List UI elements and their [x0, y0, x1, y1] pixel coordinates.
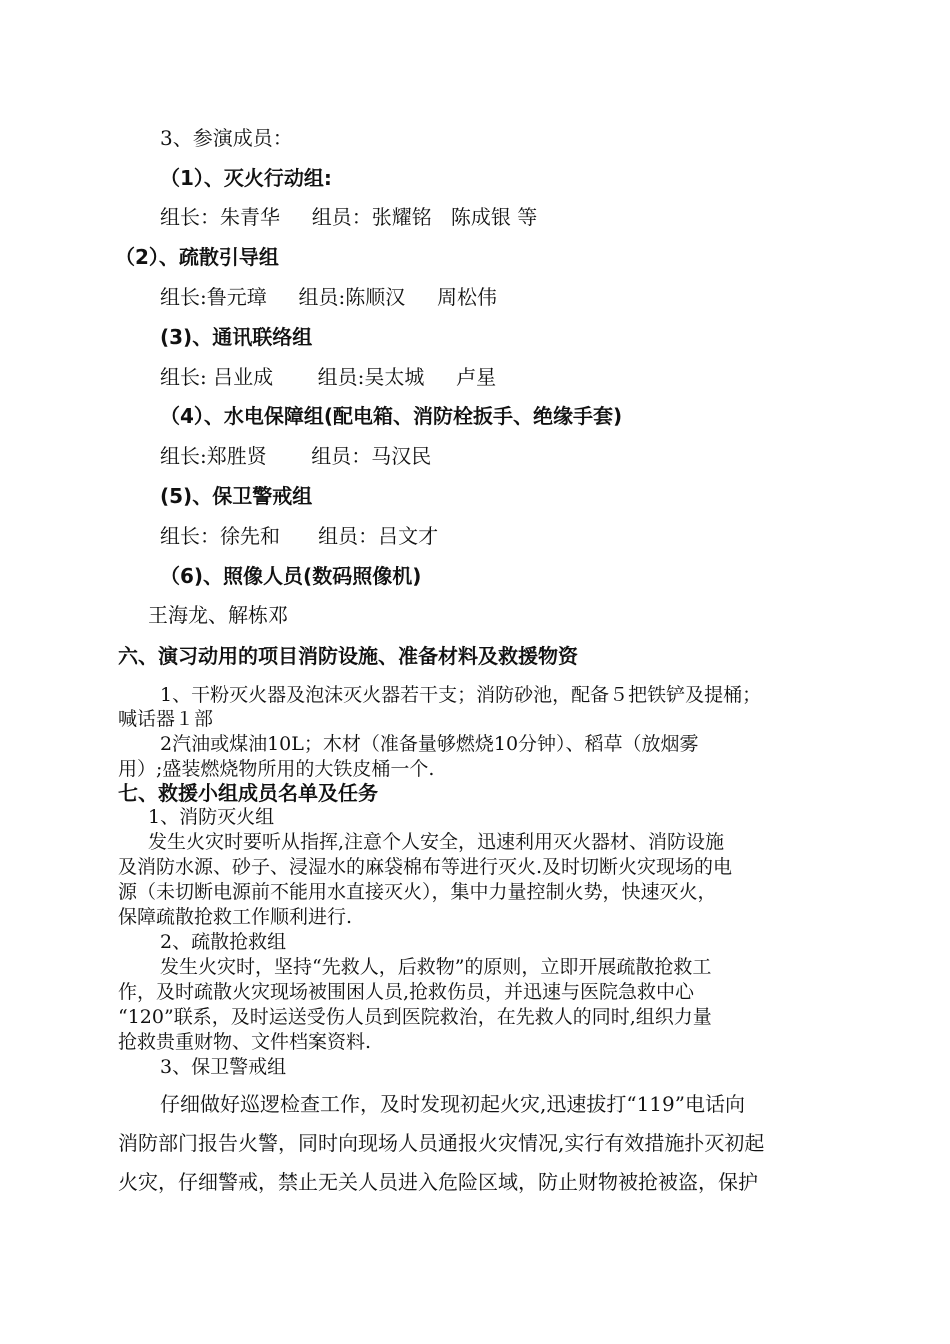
section-6-line-2: 喊话器１部 — [118, 708, 214, 730]
guard-group-line-1: 仔细做好巡逻检查工作，及时发现初起火灾,迅速拔打“119”电话向 — [160, 1092, 745, 1116]
group-6-members: 王海龙、解栋邓 — [148, 603, 288, 627]
fire-group-title: 1、消防灭火组 — [148, 806, 275, 828]
evac-group-line-3: “120”联系，及时运送受伤人员到医院救治，在先救人的同时,组织力量 — [118, 1006, 712, 1028]
section-6-line-1: 1、干粉灭火器及泡沫灭火器若干支；消防砂池，配备５把铁铲及提桶； — [160, 684, 762, 706]
group-6-title: （6)、照像人员(数码照像机) — [160, 564, 422, 588]
group-3-members: 组长: 吕业成 组员:吴太城 卢星 — [160, 365, 497, 389]
evac-group-title: 2、疏散抢救组 — [160, 931, 287, 953]
group-5-members: 组长：徐先和 组员：吕文才 — [160, 524, 439, 548]
fire-group-line-2: 及消防水源、砂子、浸湿水的麻袋棉布等进行灭火.及时切断火灾现场的电 — [118, 856, 733, 878]
group-1-title: （1）、灭火行动组: — [160, 166, 332, 190]
section-6-line-4: 用）;盛装燃烧物所用的大铁皮桶一个. — [118, 758, 435, 780]
group-3-title: (3)、通讯联络组 — [160, 325, 313, 349]
evac-group-line-1: 发生火灾时，坚持“先救人，后救物”的原则，立即开展疏散抢救工 — [160, 956, 712, 978]
evac-group-line-2: 作，及时疏散火灾现场被围困人员,抢救伤员，并迅速与医院急救中心 — [118, 981, 695, 1003]
group-4-title: （4）、水电保障组(配电箱、消防栓扳手、绝缘手套) — [160, 404, 623, 428]
group-2-members: 组长:鲁元璋 组员:陈顺汉 周松伟 — [160, 285, 498, 309]
evac-group-line-4: 抢救贵重财物、文件档案资料. — [118, 1031, 372, 1053]
guard-group-title: 3、保卫警戒组 — [160, 1056, 287, 1078]
group-5-title: (5)、保卫警戒组 — [160, 484, 313, 508]
group-4-members: 组长:郑胜贤 组员：马汉民 — [160, 444, 432, 468]
group-2-title: （2）、疏散引导组 — [115, 245, 279, 269]
group-1-members: 组长：朱青华 组员：张耀铭 陈成银 等 — [160, 205, 538, 229]
section-7-heading: 七、救援小组成员名单及任务 — [118, 781, 378, 805]
guard-group-line-2: 消防部门报告火警，同时向现场人员通报火灾情况,实行有效措施扑灭初起 — [118, 1131, 765, 1155]
fire-group-line-3: 源（未切断电源前不能用水直接灭火），集中力量控制火势，快速灭火， — [118, 881, 717, 903]
fire-group-line-1: 发生火灾时要听从指挥,注意个人安全，迅速利用灭火器材、消防设施 — [148, 831, 725, 853]
fire-group-line-4: 保障疏散抢救工作顺利进行. — [118, 906, 353, 928]
guard-group-line-3: 火灾，仔细警戒，禁止无关人员进入危险区域，防止财物被抢被盗，保护 — [118, 1170, 758, 1194]
section-6-heading: 六、演习动用的项目消防设施、准备材料及救援物资 — [118, 644, 578, 668]
section-6-line-3: 2汽油或煤油10L；木材（准备量够燃烧10分钟）、稻草（放烟雾 — [160, 733, 699, 755]
participants-heading: 3、参演成员： — [160, 126, 293, 150]
